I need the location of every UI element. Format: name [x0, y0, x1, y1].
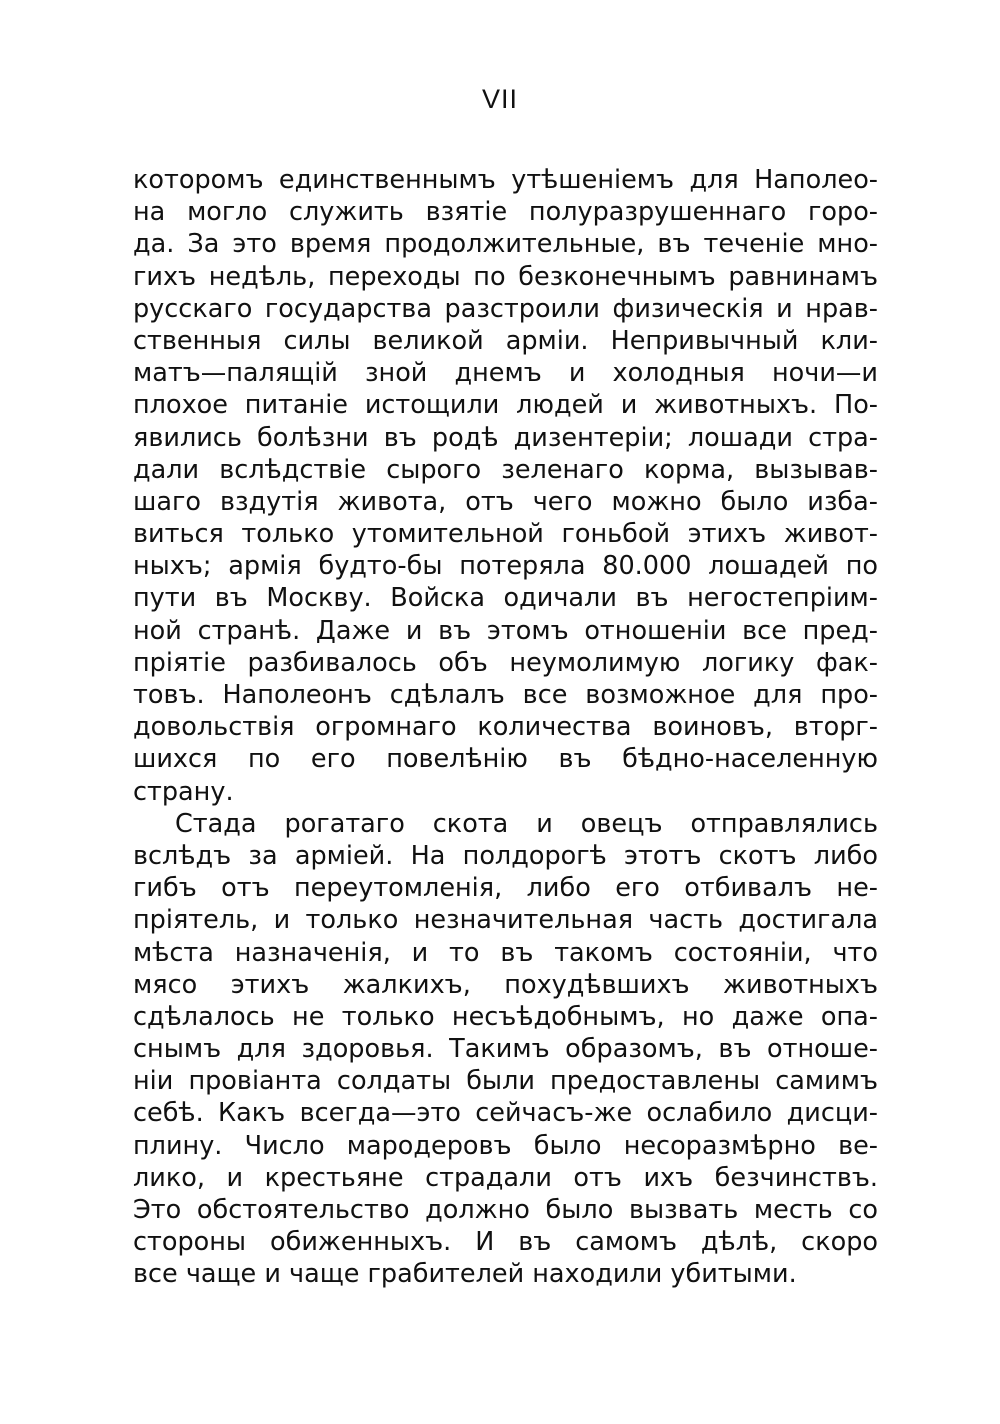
- paragraph-1: [133, 164, 878, 808]
- text-line: дали вслѣдствіе сырого зеленаго корма, вызывав-: [133, 454, 878, 485]
- text-line: шихся по его повелѣнію въ бѣдно-населенную: [133, 744, 878, 775]
- text-line: довольствія огромнаго количества воиновъ, вторг-: [133, 712, 878, 743]
- text-line: ной странѣ. Даже и въ этомъ отношеніи все пред-: [133, 615, 878, 646]
- text-line: гихъ недѣль, переходы по безконечнымъ равнинамъ: [133, 261, 878, 292]
- text-line: плину. Число мародеровъ было несоразмѣрно ве-: [133, 1130, 878, 1161]
- text-line: шаго вздутія живота, отъ чего можно было изба-: [133, 486, 878, 517]
- text-line: на могло служить взятіе полуразрушеннаго горо-: [133, 197, 878, 228]
- text-line: мѣста назначенія, и то въ такомъ состояніи, что: [133, 937, 878, 968]
- text-line: стороны обиженныхъ. И въ самомъ дѣлѣ, скоро: [133, 1227, 878, 1258]
- text-line: вслѣдъ за арміей. На полдорогѣ этотъ скотъ либо: [133, 840, 878, 871]
- text-line: сдѣлалось не только несъѣдобнымъ, но даже опа-: [133, 1001, 878, 1032]
- text-line: плохое питаніе истощили людей и животныхъ. По-: [133, 390, 878, 421]
- text-line: виться только утомительной гоньбой этихъ живот-: [133, 519, 878, 550]
- text-line: русскаго государства разстроили физическія и нрав-: [133, 293, 878, 324]
- text-line: товъ. Наполеонъ сдѣлалъ все возможное для про-: [133, 680, 878, 710]
- text-line: Стада рогатаго скота и овецъ отправлялись: [175, 808, 878, 839]
- text-line: все чаще и чаще грабителей находили убитыми.: [133, 1259, 797, 1290]
- paragraph-2: [133, 808, 878, 1291]
- text-line: которомъ единственнымъ утѣшеніемъ для Наполео-: [133, 165, 878, 195]
- text-line: ніи провіанта солдаты были предоставлены самимъ: [133, 1066, 878, 1097]
- page-number: VII: [481, 84, 518, 114]
- body-text: [133, 164, 878, 1291]
- text-line: пріятель, и только незначительная часть достигала: [133, 905, 878, 936]
- text-line: матъ—палящій зной днемъ и холодныя ночи—и: [133, 358, 878, 389]
- text-line: ственныя силы великой арміи. Непривычный кли-: [133, 325, 878, 356]
- text-line: себѣ. Какъ всегда—это сейчасъ-же ослабило дисци-: [133, 1098, 878, 1129]
- text-line: Это обстоятельство должно было вызвать месть со: [133, 1195, 878, 1225]
- text-line: мясо этихъ жалкихъ, похудѣвшихъ животныхъ: [133, 969, 878, 1000]
- text-line: гибъ отъ переутомленія, либо его отбивалъ не-: [133, 873, 878, 904]
- text-line: пріятіе разбивалось объ неумолимую логику фак-: [133, 647, 878, 678]
- text-line: пути въ Москву. Войска одичали въ негостепріим-: [133, 583, 878, 614]
- text-line: явились болѣзни въ родѣ дизентеріи; лошади стра-: [133, 422, 878, 453]
- text-line: лико, и крестьяне страдали отъ ихъ безчинствъ.: [133, 1162, 878, 1193]
- text-line: снымъ для здоровья. Такимъ образомъ, въ отноше-: [133, 1034, 878, 1065]
- text-line: да. За это время продолжительные, въ теченіе мно-: [133, 229, 878, 260]
- text-line: страну.: [133, 776, 234, 807]
- text-line: ныхъ; армія будто-бы потеряла 80.000 лошадей по: [133, 551, 878, 582]
